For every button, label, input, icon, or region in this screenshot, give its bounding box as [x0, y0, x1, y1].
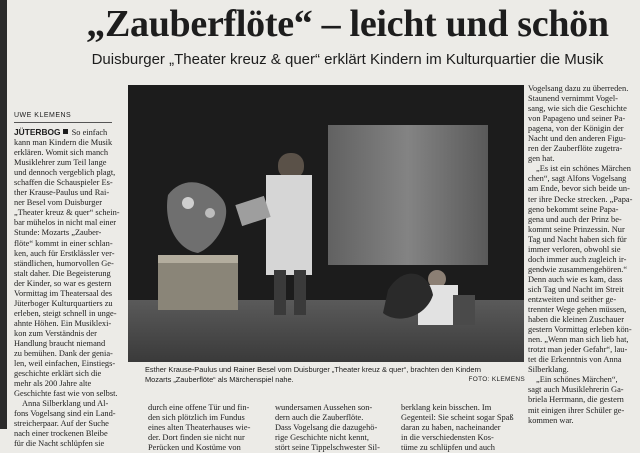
right-column-line: pagena, von der Königin der — [528, 124, 624, 134]
bottom-column-line: in die verschiedensten Kos- — [401, 433, 494, 443]
left-column-line: stalt daher. Die Begeisterung — [14, 268, 111, 278]
article-column-right — [528, 84, 638, 428]
left-column-line — [14, 127, 114, 138]
left-column-line: ahnte Höhen. Ein Musiklexi- — [14, 318, 112, 328]
right-column-line: „Ein schönes Märchen“, — [536, 375, 618, 385]
right-column-line: von Papageno und seiner Pa- — [528, 114, 626, 124]
right-column-line: chen“, sagt Alfons Vogelsang — [528, 174, 627, 184]
left-column-line: Anna Silberklang und Al- — [22, 399, 109, 409]
left-column-line: kann man Kindern die Musik — [14, 138, 113, 148]
bottom-column-line: tüme zu schlüpfen und auch — [401, 443, 495, 453]
left-column-line: Vormittag im Theatersaal des — [14, 288, 113, 298]
right-column-line: kommt seine Prinzessin. Nur — [528, 224, 625, 234]
left-column-line: der Kinder, so war es gestern — [14, 278, 112, 288]
left-column-line: geschichte erklärt sich die — [14, 369, 102, 379]
right-column-line: doch immer auch zugleich ir- — [528, 254, 627, 264]
article-column-bottom-1 — [148, 403, 269, 453]
bottom-column-line: der. Dort finden sie nicht nur — [148, 433, 245, 443]
left-column-line-text: So einfach — [71, 128, 108, 137]
photo-caption-line: Mozarts „Zauberflöte“ als Märchenspiel nahe. — [145, 375, 294, 384]
bottom-column-line: daran zu haben, nacheinander — [401, 423, 501, 433]
right-column-line: Vogelsang dazu zu überreden. — [528, 84, 629, 93]
bottom-column-line: rige Geschichte nicht kennt, — [275, 433, 369, 443]
right-column-line: Silberklang. — [528, 365, 569, 375]
bottom-column-line: Dass Vogelsang die dazugehö- — [275, 423, 378, 433]
left-column-line: flöte“ kommt in einer schlan- — [14, 238, 113, 248]
right-column-line: gena und auch der Prinz be- — [528, 214, 622, 224]
left-column-line: zu bemühen. Dank der genia- — [14, 349, 113, 359]
right-column-line: mit einigen ihrer Schüler ge- — [528, 405, 625, 415]
right-column-line: sang, wie sich die Geschichte — [528, 104, 627, 114]
left-column-line: Stunde: Mozarts „Zauber- — [14, 228, 102, 238]
left-column-line: und dennoch vergeblich plagt, — [14, 168, 116, 178]
article-column-bottom-3 — [401, 403, 522, 453]
right-column-line: gendwie zusammengehören.“ — [528, 264, 628, 274]
left-column-line: ständlichen, humorvollen Ge- — [14, 258, 114, 268]
left-column-line: Geschichte fast wie von selbst. — [14, 389, 118, 399]
photo-caption-line: Esther Krause-Paulus und Rainer Besel vom Duisburger „Theater kreuz & quer“, brachten den Kindern — [145, 365, 482, 374]
bottom-column-line: Perücken und Kostüme von — [148, 443, 241, 453]
bottom-column-line: durch eine offene Tür und fin- — [148, 403, 250, 412]
page-edge-strip — [0, 0, 7, 429]
bottom-column-line: dern auch die Zauberflöte. — [275, 413, 364, 423]
article-byline: UWE KLEMENS — [14, 112, 72, 119]
bottom-column-line: eines alten Theaterhauses wie- — [148, 423, 251, 433]
right-column-line: Denn auch wie es kam, dass — [528, 274, 623, 284]
right-column-line: sagt auch Musiklehrerin Ga- — [528, 385, 624, 395]
left-column-line: Jüterboger Kulturquartiers zu — [14, 298, 113, 308]
right-column-line: „Es ist ein schönes Märchen — [536, 164, 631, 174]
article-subheadline: Duisburger „Theater kreuz & quer“ erklärt Kindern im Kulturquartier die Musik — [91, 51, 604, 68]
right-column-line: ren der Zauberflöte zugetra- — [528, 144, 623, 154]
left-column-line: kon zum Verständnis der — [14, 328, 97, 338]
right-column-line: gestern Vormittag erleben kön- — [528, 325, 632, 335]
article-dateline: JÜTERBOG — [14, 127, 61, 137]
left-column-line: „Theater kreuz & quer“ schein- — [14, 208, 120, 218]
article-headline: „Zauberflöte“ – leicht und schön — [86, 3, 609, 45]
left-column-line: Handlung braucht niemand — [14, 338, 106, 348]
left-column-line: nach einer trockenen Bleibe — [14, 429, 108, 439]
right-column-line: sich Tag und Nacht im Streit — [528, 284, 624, 294]
right-column-line: nen. „Wenn man sich lieb hat, — [528, 335, 629, 345]
stage-photo — [128, 85, 524, 362]
right-column-line: kommen war. — [528, 415, 574, 425]
left-column-line: Musiklehrer zum Teil lange — [14, 158, 107, 168]
bottom-column-line: wundersamen Aussehen son- — [275, 403, 373, 412]
left-column-line: streicherpaar. Auf der Suche — [14, 419, 109, 429]
bottom-column-line: stört seine Tippelschwester Sil- — [275, 443, 380, 453]
right-column-line: trotzt man jeder Gefahr“, lau- — [528, 345, 628, 355]
right-column-line: haben die kleinen Zuschauer — [528, 315, 625, 325]
left-column-line: erleben, steigt schnell in unge- — [14, 308, 117, 318]
article-column-left — [14, 127, 120, 449]
right-column-line: trennter Wege gehen müssen, — [528, 305, 627, 315]
bottom-column-line: Gegenteil: Sie scheint sogar Spaß — [401, 413, 514, 423]
right-column-line: immer verloren, obwohl sie — [528, 244, 621, 254]
right-column-line: geno bekommt seine Papa- — [528, 204, 619, 214]
right-column-line: gen hat. — [528, 154, 555, 164]
bottom-column-line: den sich plötzlich im Fundus — [148, 413, 245, 423]
right-column-line: briela Herrmann, die gestern — [528, 395, 624, 405]
stage-photo-illustration — [128, 85, 524, 362]
right-column-line: ter ihre Decke strecken. „Papa- — [528, 194, 633, 204]
right-column-line: entzweiten und seither ge- — [528, 294, 617, 304]
right-column-line: Tag und Nacht haben sich für — [528, 234, 627, 244]
right-column-line: am Ende, bevor sich beide un- — [528, 184, 630, 194]
photo-caption — [145, 365, 525, 385]
right-column-line: Staunend vernimmt Vogel- — [528, 94, 618, 104]
left-column-line: erklären. Womit sich manch — [14, 148, 109, 158]
left-column-line: für die Nacht schlüpfen sie — [14, 439, 105, 449]
byline-divider — [14, 122, 112, 123]
left-column-line: ther Krause-Paulus und Rai- — [14, 188, 110, 198]
left-column-line: fons Vogelsang sind ein Land- — [14, 409, 116, 419]
left-column-line: ken, auch für Erstklässler ver- — [14, 248, 115, 258]
left-column-line: len, weil einfachen, Einstiegs- — [14, 359, 116, 369]
left-column-line: bar mühelos in nicht mal einer — [14, 218, 117, 228]
bottom-column-line: berklang kein bisschen. Im — [401, 403, 492, 412]
article-column-bottom-2 — [275, 403, 396, 453]
dateline-square-icon — [63, 129, 68, 134]
left-column-line: mehr als 200 Jahre alte — [14, 379, 92, 389]
right-column-line: Nacht und den anderen Figu- — [528, 134, 626, 144]
left-column-line: ner Besel vom Duisburger — [14, 198, 102, 208]
photo-credit: FOTO: KLEMENS — [468, 376, 525, 383]
right-column-line: tet die Erkenntnis von Anna — [528, 355, 622, 365]
left-column-line: schaffen die Schauspieler Es- — [14, 178, 113, 188]
